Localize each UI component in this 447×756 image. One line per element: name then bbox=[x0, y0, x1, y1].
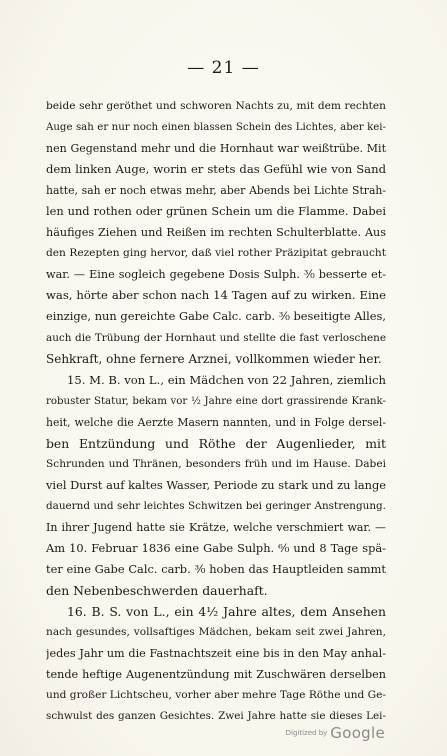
watermark-brand: Google bbox=[330, 724, 385, 742]
text-line: dauernd und sehr leichtes Schwitzen bei geringer Anstrengung. bbox=[46, 499, 386, 512]
text-line: 15. M. B. von L., ein Mädchen von 22 Jahren, ziemlich bbox=[67, 372, 386, 387]
page-number: — 21 — bbox=[187, 58, 260, 78]
text-line: In ihrer Jugend hatte sie Krätze, welche verschmiert war. — bbox=[46, 520, 386, 534]
text-line: Sehkraft, ohne fernere Arznei, vollkommen wieder her. bbox=[46, 351, 382, 366]
text-line: Auge sah er nur noch einen blassen Schein des Lichtes, aber kei- bbox=[46, 122, 386, 134]
text-line: hatte, sah er noch etwas mehr, aber Abends bei Lichte Strah- bbox=[46, 184, 386, 198]
text-line: beide sehr geröthet und schworen Nachts zu, mit dem rechten bbox=[46, 100, 386, 112]
text-line: und großer Lichtscheu, vorher aber mehre Tage Röthe und Ge- bbox=[46, 689, 386, 702]
text-line: viel Durst auf kaltes Wasser, Periode zu stark und zu lange bbox=[46, 477, 386, 492]
text-line: schwulst des ganzen Gesichtes. Zwei Jahre hatte sie dieses Lei- bbox=[46, 710, 386, 723]
text-line: auch die Trübung der Hornhaut und stellte die fast verloschene bbox=[46, 331, 386, 344]
text-line: einzige, nun gereichte Gabe Calc. carb. ³⁄₀ beseitigte Alles, bbox=[46, 309, 386, 324]
text-line: tende heftige Augenentzündung mit Zuschwären derselben bbox=[46, 668, 386, 682]
text-line: was, hörte aber schon nach 14 Tagen auf zu wirken. Eine bbox=[46, 288, 386, 303]
text-line: Schrunden und Thränen, besonders früh und im Hause. Dabei bbox=[46, 457, 386, 470]
text-line: häufiges Ziehen und Reißen im rechten Schulterblatte. Aus bbox=[46, 226, 386, 240]
text-line: 16. B. S. von L., ein 4½ Jahre altes, dem Ansehen bbox=[67, 604, 386, 620]
body-text bbox=[46, 96, 386, 727]
text-line: ben Entzündung und Röthe der Augenlieder, mit bbox=[46, 435, 386, 451]
text-line: dem linken Auge, worin er stets das Gefühl wie von Sand bbox=[46, 162, 386, 177]
text-line: den Nebenbeschwerden dauerhaft. bbox=[46, 583, 268, 599]
text-line: heit, welche die Aerzte Masern nannten, und in Folge dersel- bbox=[46, 415, 386, 429]
text-line: den Rezepten ging hervor, daß viel rother Präzipitat gebraucht bbox=[46, 247, 386, 260]
text-line: nen Gegenstand mehr und die Hornhaut war weißtrübe. Mit bbox=[46, 142, 386, 156]
text-line: Am 10. Februar 1836 eine Gabe Sulph. ⁶⁄₀ und 8 Tage spä- bbox=[46, 540, 386, 555]
digitization-watermark bbox=[286, 723, 385, 742]
text-line: len und rothen oder grünen Schein um die Flamme. Dabei bbox=[46, 204, 386, 219]
text-line: robuster Statur, bekam vor ½ Jahre eine dort grassirende Krank- bbox=[46, 395, 386, 407]
watermark-prefix: Digitized by bbox=[285, 729, 328, 737]
text-line: war. — Eine sogleich gegebene Dosis Sulph. ³⁄₀ besserte et- bbox=[46, 268, 386, 282]
text-line: ter eine Gabe Calc. carb. ³⁄₀ hoben das Hauptleiden sammt bbox=[46, 562, 386, 577]
text-line: nach gesundes, vollsaftiges Mädchen, bekam seit zwei Jahren, bbox=[46, 626, 386, 639]
text-line: jedes Jahr um die Fastnachtszeit eine bis in den May anhal- bbox=[46, 647, 386, 661]
